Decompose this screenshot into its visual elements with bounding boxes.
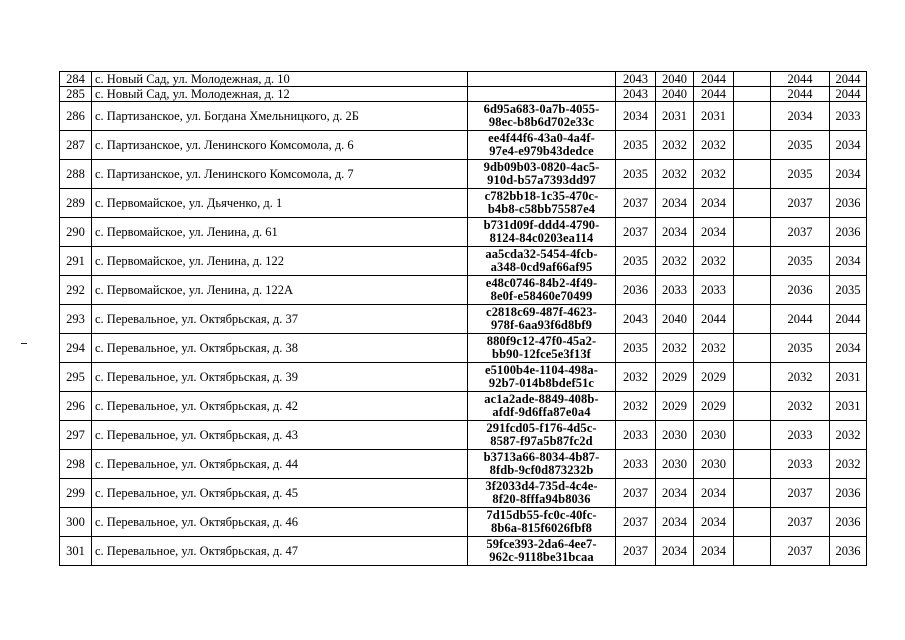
- table-row: [60, 218, 867, 247]
- row-number-cell: 293: [60, 305, 92, 334]
- year-cell-y1: 2037: [616, 508, 656, 537]
- guid-line: b4b8-c58bb75587e4: [487, 202, 596, 216]
- guid-line: 59fce393-2da6-4ee7-: [486, 537, 597, 551]
- guid-line: e5100b4e-1104-498a-: [485, 363, 598, 377]
- table-row: [60, 247, 867, 276]
- year-cell-y6: 2034: [830, 247, 867, 276]
- guid-cell: [468, 363, 616, 392]
- row-number-cell: 294: [60, 334, 92, 363]
- address-cell: с. Первомайское, ул. Ленина, д. 122А: [92, 276, 468, 305]
- year-cell-y3: 2034: [694, 479, 734, 508]
- year-cell-y5: 2037: [771, 479, 830, 508]
- year-cell-y6: 2034: [830, 160, 867, 189]
- year-cell-y4: [734, 131, 771, 160]
- year-cell-y6: 2032: [830, 421, 867, 450]
- row-number-cell: 291: [60, 247, 92, 276]
- year-cell-y6: 2036: [830, 508, 867, 537]
- row-number-cell: 300: [60, 508, 92, 537]
- guid-line: 97e4-e979b43dedce: [489, 144, 594, 158]
- address-cell: с. Первомайское, ул. Дьяченко, д. 1: [92, 189, 468, 218]
- row-number-cell: 292: [60, 276, 92, 305]
- row-number-cell: 288: [60, 160, 92, 189]
- year-cell-y6: 2034: [830, 131, 867, 160]
- guid-cell: [468, 392, 616, 421]
- guid-cell: [468, 102, 616, 131]
- year-cell-y2: 2034: [656, 508, 694, 537]
- guid-cell: [468, 189, 616, 218]
- guid-line: 8e0f-e58460e70499: [490, 289, 593, 303]
- scan-mark: [21, 343, 27, 344]
- year-cell-y4: [734, 363, 771, 392]
- address-cell: с. Первомайское, ул. Ленина, д. 61: [92, 218, 468, 247]
- guid-line: 9db09b03-0820-4ac5-: [483, 160, 600, 174]
- year-cell-y5: 2032: [771, 392, 830, 421]
- row-number-cell: 284: [60, 72, 92, 87]
- guid-line: 92b7-014b8bdef51c: [488, 376, 595, 390]
- year-cell-y2: 2034: [656, 537, 694, 566]
- guid-cell: [468, 160, 616, 189]
- table-row: [60, 276, 867, 305]
- year-cell-y6: 2036: [830, 189, 867, 218]
- year-cell-y1: 2043: [616, 87, 656, 102]
- guid-line: 8124-84c0203ea114: [489, 231, 594, 245]
- year-cell-y4: [734, 305, 771, 334]
- year-cell-y1: 2032: [616, 392, 656, 421]
- year-cell-y6: 2031: [830, 363, 867, 392]
- year-cell-y6: 2044: [830, 72, 867, 87]
- year-cell-y3: 2032: [694, 247, 734, 276]
- address-cell: с. Первомайское, ул. Ленина, д. 122: [92, 247, 468, 276]
- year-cell-y6: 2044: [830, 87, 867, 102]
- guid-line: 98ec-b8b6d702e33c: [488, 115, 595, 129]
- guid-line: 7d15db55-fc0c-40fc-: [486, 508, 597, 522]
- row-number-cell: 298: [60, 450, 92, 479]
- address-cell: с. Перевальное, ул. Октябрьская, д. 43: [92, 421, 468, 450]
- year-cell-y4: [734, 508, 771, 537]
- year-cell-y6: 2033: [830, 102, 867, 131]
- year-cell-y1: 2036: [616, 276, 656, 305]
- year-cell-y1: 2037: [616, 189, 656, 218]
- year-cell-y3: 2032: [694, 334, 734, 363]
- guid-cell: [468, 131, 616, 160]
- guid-cell: [468, 218, 616, 247]
- year-cell-y2: 2034: [656, 189, 694, 218]
- guid-line: e48c0746-84b2-4f49-: [485, 276, 598, 290]
- address-cell: с. Перевальное, ул. Октябрьская, д. 44: [92, 450, 468, 479]
- guid-cell: [468, 72, 616, 87]
- row-number-cell: 296: [60, 392, 92, 421]
- year-cell-y4: [734, 160, 771, 189]
- table-row: [60, 305, 867, 334]
- address-cell: с. Перевальное, ул. Октябрьская, д. 39: [92, 363, 468, 392]
- year-cell-y2: 2034: [656, 218, 694, 247]
- table-row: [60, 421, 867, 450]
- year-cell-y1: 2034: [616, 102, 656, 131]
- address-cell: с. Перевальное, ул. Октябрьская, д. 45: [92, 479, 468, 508]
- year-cell-y4: [734, 537, 771, 566]
- year-cell-y3: 2034: [694, 218, 734, 247]
- year-cell-y5: 2044: [771, 305, 830, 334]
- year-cell-y1: 2033: [616, 421, 656, 450]
- year-cell-y3: 2033: [694, 276, 734, 305]
- year-cell-y6: 2032: [830, 450, 867, 479]
- year-cell-y5: 2034: [771, 102, 830, 131]
- year-cell-y5: 2033: [771, 450, 830, 479]
- row-number-cell: 290: [60, 218, 92, 247]
- guid-cell: [468, 450, 616, 479]
- guid-line: b3713a66-8034-4b87-: [483, 450, 600, 464]
- year-cell-y4: [734, 189, 771, 218]
- row-number-cell: 297: [60, 421, 92, 450]
- table-row: [60, 392, 867, 421]
- year-cell-y2: 2040: [656, 87, 694, 102]
- year-cell-y2: 2033: [656, 276, 694, 305]
- table-row: [60, 537, 867, 566]
- year-cell-y1: 2043: [616, 72, 656, 87]
- address-cell: с. Перевальное, ул. Октябрьская, д. 46: [92, 508, 468, 537]
- year-cell-y6: 2036: [830, 218, 867, 247]
- year-cell-y4: [734, 102, 771, 131]
- year-cell-y6: 2044: [830, 305, 867, 334]
- guid-line: c782bb18-1c35-470c-: [484, 189, 599, 203]
- row-number-cell: 286: [60, 102, 92, 131]
- year-cell-y2: 2031: [656, 102, 694, 131]
- guid-line: 880f9c12-47f0-45a2-: [486, 334, 597, 348]
- guid-line: c2818c69-487f-4623-: [486, 305, 597, 319]
- guid-line: afdf-9d6ffa87e0a4: [492, 405, 591, 419]
- guid-line: 3f2033d4-735d-4c4e-: [485, 479, 598, 493]
- address-cell: с. Партизанское, ул. Ленинского Комсомола, д. 6: [92, 131, 468, 160]
- year-cell-y3: 2030: [694, 421, 734, 450]
- guid-cell: [468, 276, 616, 305]
- year-cell-y2: 2030: [656, 450, 694, 479]
- year-cell-y4: [734, 450, 771, 479]
- year-cell-y2: 2032: [656, 160, 694, 189]
- year-cell-y1: 2033: [616, 450, 656, 479]
- row-number-cell: 301: [60, 537, 92, 566]
- year-cell-y1: 2035: [616, 247, 656, 276]
- year-cell-y5: 2033: [771, 421, 830, 450]
- guid-cell: [468, 305, 616, 334]
- guid-line: 8587-f97a5b87fc2d: [490, 434, 593, 448]
- year-cell-y2: 2040: [656, 72, 694, 87]
- year-cell-y1: 2032: [616, 363, 656, 392]
- address-cell: с. Перевальное, ул. Октябрьская, д. 47: [92, 537, 468, 566]
- year-cell-y4: [734, 479, 771, 508]
- year-cell-y2: 2032: [656, 334, 694, 363]
- year-cell-y2: 2029: [656, 363, 694, 392]
- address-cell: с. Партизанское, ул. Богдана Хмельницкого, д. 2Б: [92, 102, 468, 131]
- table-row: [60, 131, 867, 160]
- year-cell-y1: 2037: [616, 218, 656, 247]
- year-cell-y3: 2044: [694, 87, 734, 102]
- year-cell-y4: [734, 247, 771, 276]
- guid-cell: [468, 87, 616, 102]
- table-row: [60, 160, 867, 189]
- table-row: [60, 334, 867, 363]
- year-cell-y5: 2036: [771, 276, 830, 305]
- year-cell-y6: 2035: [830, 276, 867, 305]
- year-cell-y2: 2029: [656, 392, 694, 421]
- guid-line: a348-0cd9af66af95: [490, 260, 593, 274]
- year-cell-y5: 2035: [771, 247, 830, 276]
- table-row: [60, 508, 867, 537]
- address-cell: с. Перевальное, ул. Октябрьская, д. 37: [92, 305, 468, 334]
- guid-cell: [468, 537, 616, 566]
- table-row: [60, 450, 867, 479]
- row-number-cell: 285: [60, 87, 92, 102]
- year-cell-y5: 2032: [771, 363, 830, 392]
- year-cell-y5: 2035: [771, 334, 830, 363]
- guid-cell: [468, 508, 616, 537]
- year-cell-y5: 2035: [771, 131, 830, 160]
- year-cell-y1: 2035: [616, 160, 656, 189]
- guid-line: bb90-12fce5e3f13f: [492, 347, 591, 361]
- year-cell-y1: 2043: [616, 305, 656, 334]
- table-row: [60, 72, 867, 87]
- year-cell-y5: 2044: [771, 87, 830, 102]
- guid-cell: [468, 479, 616, 508]
- year-cell-y6: 2036: [830, 479, 867, 508]
- year-cell-y1: 2037: [616, 479, 656, 508]
- table-row: [60, 363, 867, 392]
- year-cell-y4: [734, 87, 771, 102]
- guid-line: 8b6a-815f6026fbf8: [490, 521, 592, 535]
- year-cell-y3: 2031: [694, 102, 734, 131]
- year-cell-y2: 2040: [656, 305, 694, 334]
- year-cell-y3: 2032: [694, 131, 734, 160]
- guid-cell: [468, 421, 616, 450]
- year-cell-y3: 2044: [694, 305, 734, 334]
- address-cell: с. Новый Сад, ул. Молодежная, д. 12: [92, 87, 468, 102]
- year-cell-y6: 2034: [830, 334, 867, 363]
- year-cell-y2: 2032: [656, 131, 694, 160]
- register-table-body: [60, 72, 867, 566]
- table-row: [60, 189, 867, 218]
- year-cell-y3: 2034: [694, 537, 734, 566]
- row-number-cell: 295: [60, 363, 92, 392]
- year-cell-y2: 2034: [656, 479, 694, 508]
- year-cell-y5: 2037: [771, 218, 830, 247]
- guid-cell: [468, 247, 616, 276]
- address-cell: с. Перевальное, ул. Октябрьская, д. 38: [92, 334, 468, 363]
- year-cell-y3: 2029: [694, 392, 734, 421]
- address-cell: с. Новый Сад, ул. Молодежная, д. 10: [92, 72, 468, 87]
- guid-line: 291fcd05-f176-4d5c-: [486, 421, 597, 435]
- year-cell-y6: 2031: [830, 392, 867, 421]
- year-cell-y4: [734, 421, 771, 450]
- row-number-cell: 287: [60, 131, 92, 160]
- year-cell-y3: 2032: [694, 160, 734, 189]
- guid-line: 8f20-8fffa94b8036: [492, 492, 591, 506]
- guid-line: 8fdb-9cf0d873232b: [489, 463, 594, 477]
- year-cell-y3: 2030: [694, 450, 734, 479]
- year-cell-y5: 2035: [771, 160, 830, 189]
- guid-line: b731d09f-ddd4-4790-: [483, 218, 600, 232]
- year-cell-y5: 2037: [771, 537, 830, 566]
- year-cell-y3: 2034: [694, 189, 734, 218]
- row-number-cell: 299: [60, 479, 92, 508]
- guid-line: 6d95a683-0a7b-4055-: [483, 102, 600, 116]
- year-cell-y2: 2032: [656, 247, 694, 276]
- year-cell-y3: 2034: [694, 508, 734, 537]
- guid-line: ac1a2ade-8849-408b-: [484, 392, 599, 406]
- guid-cell: [468, 334, 616, 363]
- address-cell: с. Перевальное, ул. Октябрьская, д. 42: [92, 392, 468, 421]
- table-row: [60, 479, 867, 508]
- year-cell-y1: 2037: [616, 537, 656, 566]
- row-number-cell: 289: [60, 189, 92, 218]
- year-cell-y3: 2029: [694, 363, 734, 392]
- guid-line: 910d-b57a7393dd97: [487, 173, 596, 187]
- year-cell-y4: [734, 218, 771, 247]
- year-cell-y5: 2044: [771, 72, 830, 87]
- table-row: [60, 87, 867, 102]
- year-cell-y5: 2037: [771, 508, 830, 537]
- register-table: [59, 71, 867, 566]
- guid-line: ee4f44f6-43a0-4a4f-: [488, 131, 595, 145]
- address-cell: с. Партизанское, ул. Ленинского Комсомола, д. 7: [92, 160, 468, 189]
- year-cell-y2: 2030: [656, 421, 694, 450]
- year-cell-y5: 2037: [771, 189, 830, 218]
- table-row: [60, 102, 867, 131]
- year-cell-y1: 2035: [616, 131, 656, 160]
- year-cell-y1: 2035: [616, 334, 656, 363]
- year-cell-y4: [734, 276, 771, 305]
- year-cell-y4: [734, 334, 771, 363]
- guid-line: aa5cda32-5454-4fcb-: [485, 247, 598, 261]
- year-cell-y3: 2044: [694, 72, 734, 87]
- year-cell-y6: 2036: [830, 537, 867, 566]
- year-cell-y4: [734, 72, 771, 87]
- guid-line: 962c-9118be31bcaa: [489, 550, 594, 564]
- guid-line: 978f-6aa93f6d8bf9: [490, 318, 592, 332]
- year-cell-y4: [734, 392, 771, 421]
